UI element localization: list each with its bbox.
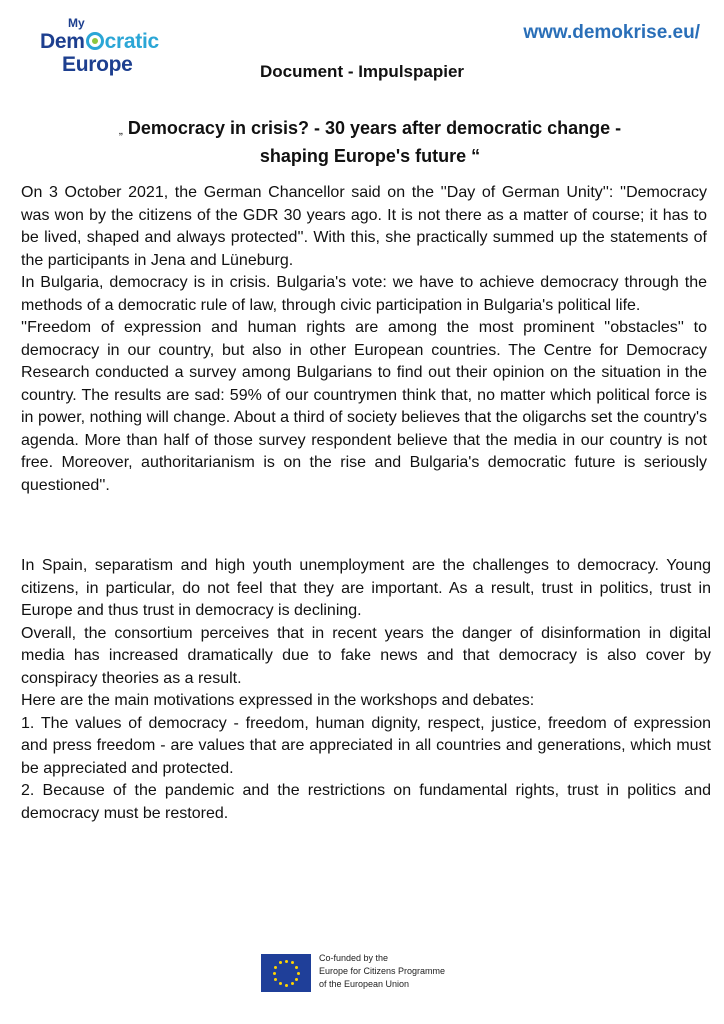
eu-star-icon [297,972,300,975]
eu-star-icon [291,961,294,964]
document-type-heading: Document - Impulspapier [259,62,465,81]
eu-text-line-1: Co-funded by the [319,953,389,963]
title-line-2: shaping Europe's future [259,146,467,166]
list-item-pandemic: 2. Because of the pandemic and the restrictions on fundamental rights, trust in politics and democracy must be restored. [21,782,711,822]
paragraph-bulgaria-survey: ''Freedom of expression and human rights are among the most prominent ''obstacles'' to democracy in our country, but also in other European countries. The Centre for Democracy Research conducted a survey among Bulgarians to find out their opinion on the situation in the country. The results are sad: 59% of our countrymen think that, no matter which political force is in power, nothing will change. About a third of society believes that the oligarchs set the country's agenda. More than half of those survey respondent believe that the media in our country is not free. Moreover, authoritarianism is on the rise and Bulgaria's democratic future is seriously questioned''. [21,319,707,494]
logo-europe-text: Europe [62,53,133,76]
eu-star-icon [291,982,294,985]
logo-democratic-part-a: Dem [40,30,85,53]
paragraph-bulgaria-crisis: In Bulgaria, democracy is in crisis. Bulgaria's vote: we have to achieve democracy through the methods of a democratic rule of law, through civic participation in Bulgaria's political life. [21,274,707,314]
body-section-1 [21,182,707,497]
list-item-values: 1. The values of democracy - freedom, human dignity, respect, justice, freedom of expression and press freedom - are values that are appreciated in all countries and generations, which must be appreciated and protected. [21,714,711,777]
eu-cofunding-text [319,952,445,991]
eu-star-icon [274,978,277,981]
title-close-quote: “ [471,146,481,166]
eu-star-icon [285,984,288,987]
paragraph-motivations-intro: Here are the main motivations expressed in the workshops and debates: [21,692,535,709]
logo-my-text: My [68,16,85,30]
document-title [60,115,680,169]
body-section-2 [21,555,711,825]
paragraph-disinformation: Overall, the consortium perceives that in recent years the danger of disinformation in digital media has increased dramatically due to fake news and that democracy is also cover by conspiracy theories as a result. [21,624,711,687]
eu-text-line-3: of the European Union [319,979,410,989]
website-link[interactable]: www.demokrise.eu/ [523,22,700,43]
eu-star-icon [279,961,282,964]
eu-star-icon [273,972,276,975]
eu-star-icon [285,960,288,963]
logo-democratic-part-b: cratic [104,30,159,53]
eu-star-icon [295,966,298,969]
title-open-quote: „ [118,123,123,137]
eu-star-icon [279,982,282,985]
logo-democratic-text [40,30,159,54]
globe-icon [86,32,104,50]
eu-flag-icon [261,954,311,992]
paragraph-german-chancellor: On 3 October 2021, the German Chancellor said on the ''Day of German Unity'': ''Democracy was won by the citizens of the GDR 30 years ago. It is not there as a matter of course; it has to be lived, shaped and always protected''. With this, she practically summed up the statements of the participants in Jena and Lüneburg. [21,184,707,269]
title-line-1: Democracy in crisis? - 30 years after democratic change - [127,118,622,138]
paragraph-spain: In Spain, separatism and high youth unemployment are the challenges to democracy. Young citizens, in particular, do not feel that they are important. As a result, trust in politics, trust in Europe and thus trust in democracy is declining. [21,557,711,619]
eu-star-icon [295,978,298,981]
eu-star-icon [274,966,277,969]
eu-text-line-2: Europe for Citizens Programme [319,966,446,976]
eu-cofunding-notice [261,952,511,998]
